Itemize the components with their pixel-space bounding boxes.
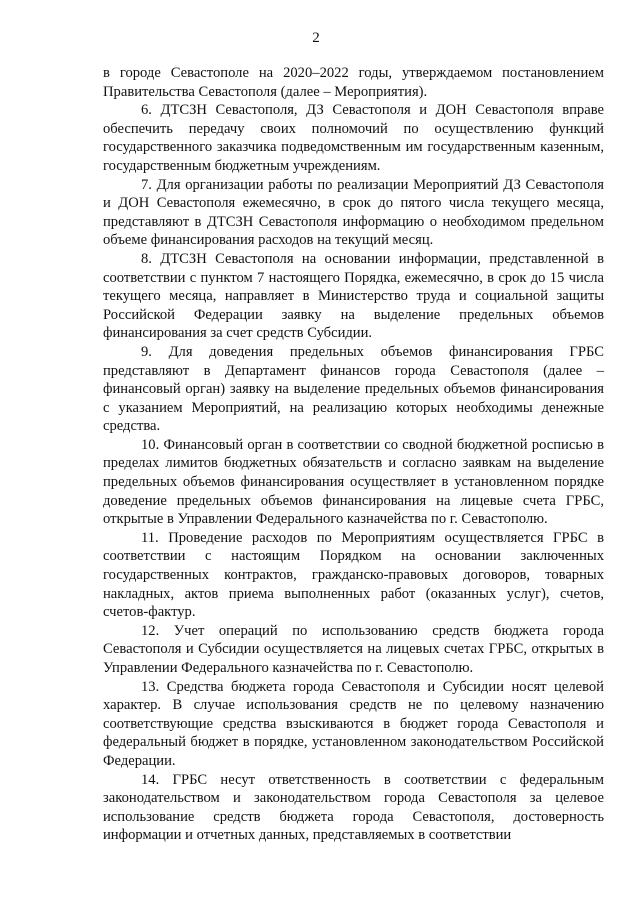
document-body	[103, 64, 604, 845]
paragraph-8: 8. ДТСЗН Севастополя на основании информации, представленной в соответствии с пунктом 7 настоящего Порядка, ежемесячно, в срок до 15 числа текущего месяца, направляет в Министерство труда и социальной защиты Российской Федерации заявку на выделение предельных объемов финансирования за счет средств Субсидии.	[103, 250, 604, 342]
paragraph-12: 12. Учет операций по использованию средств бюджета города Севастополя и Субсидии осуществляется на лицевых счетах ГРБС, открытых в Управлении Федерального казначейства по г. Севастополю.	[103, 622, 604, 676]
paragraph-10: 10. Финансовый орган в соответствии со сводной бюджетной росписью в пределах лимитов бюджетных обязательств и согласно заявкам на выделение предельных объемов финансирования осуществляет в установленном порядке доведение предельных объемов финансирования на лицевые счета ГРБС, открытые в Управлении Федерального казначейства по г. Севастополю.	[103, 436, 604, 528]
paragraph-13: 13. Средства бюджета города Севастополя и Субсидии носят целевой характер. В случае использования средств не по целевому назначению соответствующие средства взыскиваются в бюджет города Севастополя и федеральный бюджет в порядке, установленном законодательством Российской Федерации.	[103, 678, 604, 769]
paragraph-7: 7. Для организации работы по реализации Мероприятий ДЗ Севастополя и ДОН Севастополя ежемесячно, в срок до пятого числа текущего месяца, представляют в ДТСЗН Севастополя информацию о необходимом предельном объеме финансирования расходов на текущий месяц.	[103, 176, 604, 249]
paragraph-continued: в городе Севастополе на 2020–2022 годы, утверждаемом постановлением Правительства Севастополя (далее – Мероприятия).	[103, 65, 604, 100]
paragraph-14: 14. ГРБС несут ответственность в соответствии с федеральным законодательством и законодательством города Севастополя за целевое использование средств бюджета города Севастополя, достоверность информации и отчетных данных, представляемых в соответствии	[103, 771, 604, 844]
paragraph-9: 9. Для доведения предельных объемов финансирования ГРБС представляют в Департамент финансов города Севастополя (далее – финансовый орган) заявку на выделение предельных объемов финансирования с указанием Мероприятий, на реализацию которых необходимы денежные средства.	[103, 343, 604, 435]
paragraph-11: 11. Проведение расходов по Мероприятиям осуществляется ГРБС в соответствии с настоящим Порядком на основании заключенных государственных контрактов, гражданско-правовых договоров, товарных накладных, актов приема выполненных работ (оказанных услуг), счетов, счетов-фактур.	[103, 529, 604, 621]
paragraph-6: 6. ДТСЗН Севастополя, ДЗ Севастополя и ДОН Севастополя вправе обеспечить передачу своих полномочий по осуществлению функций государственного заказчика подведомственным им государственным казенным, государственным бюджетным учреждениям.	[103, 102, 604, 174]
page-number: 2	[312, 30, 320, 46]
